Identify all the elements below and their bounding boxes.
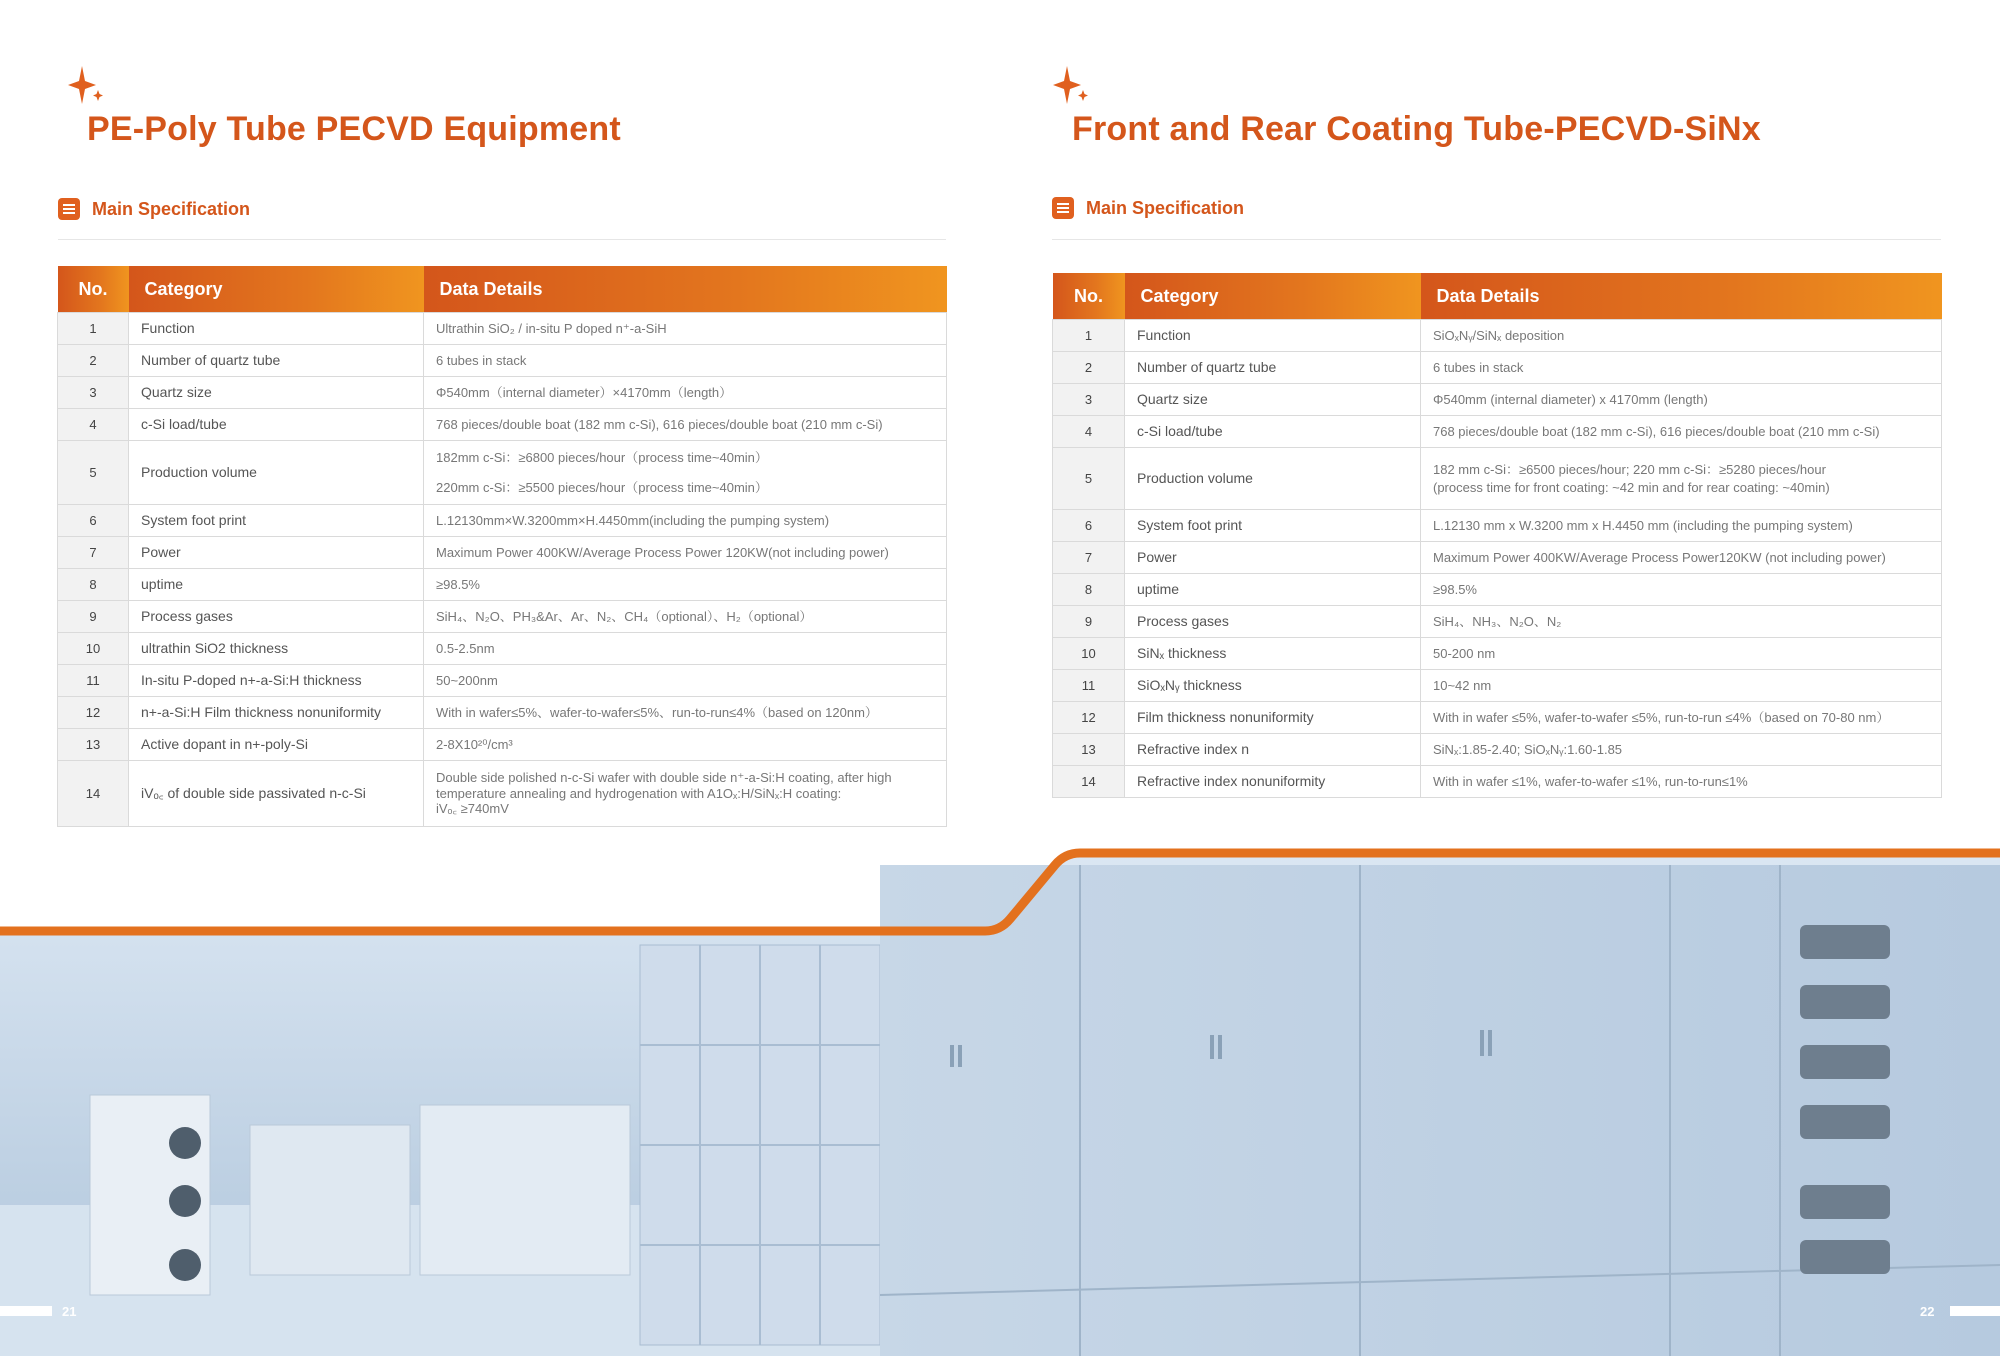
row-category: uptime <box>129 569 424 601</box>
row-no: 10 <box>1053 638 1125 670</box>
table-row <box>58 633 947 665</box>
row-details: 10~42 nm <box>1421 670 1942 702</box>
table-row <box>1053 542 1942 574</box>
settings-sliders-icon <box>58 198 80 220</box>
row-no: 2 <box>58 345 129 377</box>
row-details: 6 tubes in stack <box>1421 352 1942 384</box>
row-category: SiNₓ thickness <box>1125 638 1421 670</box>
table-row <box>1053 352 1942 384</box>
spec-heading <box>1052 194 1244 222</box>
row-details: 0.5-2.5nm <box>424 633 947 665</box>
table-header <box>58 266 947 313</box>
page-marker-bar <box>0 1306 52 1316</box>
row-category: Refractive index n <box>1125 734 1421 766</box>
table-row <box>1053 734 1942 766</box>
row-no: 11 <box>1053 670 1125 702</box>
row-category: Function <box>1125 320 1421 352</box>
row-no: 5 <box>58 441 129 505</box>
table-row <box>58 377 947 409</box>
table-row <box>58 505 947 537</box>
row-no: 14 <box>58 761 129 827</box>
row-category: c-Si load/tube <box>1125 416 1421 448</box>
row-details: SiOₓNᵧ/SiNₓ deposition <box>1421 320 1942 352</box>
row-details: Φ540mm (internal diameter) x 4170mm (length) <box>1421 384 1942 416</box>
header-category: Category <box>129 266 424 313</box>
table-row <box>58 345 947 377</box>
row-no: 1 <box>1053 320 1125 352</box>
row-no: 3 <box>58 377 129 409</box>
row-details: SiNₓ:1.85-2.40; SiOₓNᵧ:1.60-1.85 <box>1421 734 1942 766</box>
table-row <box>1053 510 1942 542</box>
header-details: Data Details <box>1421 273 1942 320</box>
row-no: 7 <box>58 537 129 569</box>
table-row <box>1053 766 1942 798</box>
table-row <box>58 441 947 505</box>
row-category: System foot print <box>1125 510 1421 542</box>
sparkle-star-icon <box>1053 66 1089 106</box>
row-category: Production volume <box>129 441 424 505</box>
row-no: 6 <box>1053 510 1125 542</box>
page-title: PE-Poly Tube PECVD Equipment <box>87 110 621 148</box>
row-no: 13 <box>58 729 129 761</box>
row-no: 6 <box>58 505 129 537</box>
spec-table <box>57 266 947 827</box>
row-category: SiOₓNᵧ thickness <box>1125 670 1421 702</box>
row-details: With in wafer≤5%、wafer-to-wafer≤5%、run-to-run≤4%（based on 120nm） <box>424 697 947 729</box>
row-details: With in wafer ≤1%, wafer-to-wafer ≤1%, run-to-run≤1% <box>1421 766 1942 798</box>
row-no: 10 <box>58 633 129 665</box>
table-row <box>1053 670 1942 702</box>
row-category: Function <box>129 313 424 345</box>
divider <box>1052 239 1941 240</box>
row-category: Number of quartz tube <box>129 345 424 377</box>
table-row <box>58 409 947 441</box>
row-no: 9 <box>58 601 129 633</box>
row-details: With in wafer ≤5%, wafer-to-wafer ≤5%, run-to-run ≤4%（based on 70-80 nm） <box>1421 702 1942 734</box>
spec-heading-label: Main Specification <box>92 198 251 219</box>
row-category: c-Si load/tube <box>129 409 424 441</box>
row-no: 2 <box>1053 352 1125 384</box>
header-details: Data Details <box>424 266 947 313</box>
row-no: 12 <box>58 697 129 729</box>
row-details: Maximum Power 400KW/Average Process Power 120KW(not including power) <box>424 537 947 569</box>
page-number: 21 <box>62 1304 77 1319</box>
row-category: n+-a-Si:H Film thickness nonuniformity <box>129 697 424 729</box>
row-details: 768 pieces/double boat (182 mm c-Si), 616 pieces/double boat (210 mm c-Si) <box>424 409 947 441</box>
spec-heading <box>58 195 250 223</box>
row-details: 50-200 nm <box>1421 638 1942 670</box>
row-category: iVₒ꜀ of double side passivated n-c-Si <box>129 761 424 827</box>
row-category: Production volume <box>1125 448 1421 510</box>
row-category: ultrathin SiO2 thickness <box>129 633 424 665</box>
settings-sliders-icon <box>1052 197 1074 219</box>
table-row <box>58 761 947 827</box>
page-number: 22 <box>1920 1304 1935 1319</box>
row-category: Power <box>1125 542 1421 574</box>
header-category: Category <box>1125 273 1421 320</box>
row-category: Process gases <box>129 601 424 633</box>
row-no: 4 <box>1053 416 1125 448</box>
table-row <box>1053 320 1942 352</box>
row-no: 9 <box>1053 606 1125 638</box>
cleanroom-photo <box>0 845 2000 1356</box>
row-details: ≥98.5% <box>424 569 947 601</box>
table-row <box>58 665 947 697</box>
table-row <box>1053 416 1942 448</box>
row-details <box>424 441 947 505</box>
header-no: No. <box>58 266 129 313</box>
spec-table <box>1052 273 1942 798</box>
row-details: SiH₄、NH₃、N₂O、N₂ <box>1421 606 1942 638</box>
row-category: In-situ P-doped n+-a-Si:H thickness <box>129 665 424 697</box>
table-row <box>1053 702 1942 734</box>
row-no: 14 <box>1053 766 1125 798</box>
detail-line: 220mm c-Si：≥5500 pieces/hour（process time~40min） <box>436 479 768 495</box>
spec-heading-label: Main Specification <box>1086 197 1245 218</box>
row-category: Quartz size <box>1125 384 1421 416</box>
row-category: Power <box>129 537 424 569</box>
row-details: SiH₄、N₂O、PH₃&Ar、Ar、N₂、CH₄（optional）、H₂（optional） <box>424 601 947 633</box>
row-details: ≥98.5% <box>1421 574 1942 606</box>
row-details: 50~200nm <box>424 665 947 697</box>
row-category: Quartz size <box>129 377 424 409</box>
header-no: No. <box>1053 273 1125 320</box>
table-row <box>1053 606 1942 638</box>
table-row <box>58 601 947 633</box>
row-no: 13 <box>1053 734 1125 766</box>
row-details <box>1421 448 1942 510</box>
row-category: Active dopant in n+-poly-Si <box>129 729 424 761</box>
detail-line: (process time for front coating: ~42 min and for rear coating: ~40min) <box>1433 479 1830 495</box>
page-marker-bar <box>1950 1306 2000 1316</box>
sparkle-star-icon <box>68 66 104 106</box>
table-row <box>58 537 947 569</box>
row-no: 7 <box>1053 542 1125 574</box>
row-details: 768 pieces/double boat (182 mm c-Si), 616 pieces/double boat (210 mm c-Si) <box>1421 416 1942 448</box>
row-details: 2-8X10²⁰/cm³ <box>424 729 947 761</box>
table-row <box>1053 384 1942 416</box>
row-details: 6 tubes in stack <box>424 345 947 377</box>
row-no: 8 <box>58 569 129 601</box>
detail-line: 182 mm c-Si：≥6500 pieces/hour; 220 mm c-Si：≥5280 pieces/hour <box>1433 461 1826 477</box>
row-no: 3 <box>1053 384 1125 416</box>
row-category: Process gases <box>1125 606 1421 638</box>
table-row <box>1053 574 1942 606</box>
row-category: uptime <box>1125 574 1421 606</box>
detail-line: iVₒ꜀ ≥740mV <box>436 801 509 817</box>
row-category: Film thickness nonuniformity <box>1125 702 1421 734</box>
table-row <box>58 313 947 345</box>
row-details: L.12130 mm x W.3200 mm x H.4450 mm (including the pumping system) <box>1421 510 1942 542</box>
row-no: 5 <box>1053 448 1125 510</box>
row-category: Number of quartz tube <box>1125 352 1421 384</box>
row-no: 11 <box>58 665 129 697</box>
row-no: 4 <box>58 409 129 441</box>
table-header <box>1053 273 1942 320</box>
row-no: 12 <box>1053 702 1125 734</box>
row-no: 1 <box>58 313 129 345</box>
row-category: System foot print <box>129 505 424 537</box>
detail-line: Double side polished n-c-Si wafer with double side n⁺-a-Si:H coating, after high temperature annealing and hydrogenation with A1Oₓ:H/SiNₓ:H coating: <box>436 770 892 801</box>
divider <box>58 239 946 240</box>
detail-line: 182mm c-Si：≥6800 pieces/hour（process time~40min） <box>436 449 768 465</box>
table-row <box>1053 638 1942 670</box>
table-row <box>58 569 947 601</box>
table-row <box>58 697 947 729</box>
row-no: 8 <box>1053 574 1125 606</box>
row-details: Ultrathin SiO₂ / in-situ P doped n⁺-a-SiH <box>424 313 947 345</box>
row-category: Refractive index nonuniformity <box>1125 766 1421 798</box>
table-row <box>58 729 947 761</box>
row-details <box>424 761 947 827</box>
table-row <box>1053 448 1942 510</box>
row-details: Maximum Power 400KW/Average Process Power120KW (not including power) <box>1421 542 1942 574</box>
page-title: Front and Rear Coating Tube-PECVD-SiNx <box>1072 110 1761 148</box>
row-details: Φ540mm（internal diameter）×4170mm（length） <box>424 377 947 409</box>
row-details: L.12130mm×W.3200mm×H.4450mm(including the pumping system) <box>424 505 947 537</box>
